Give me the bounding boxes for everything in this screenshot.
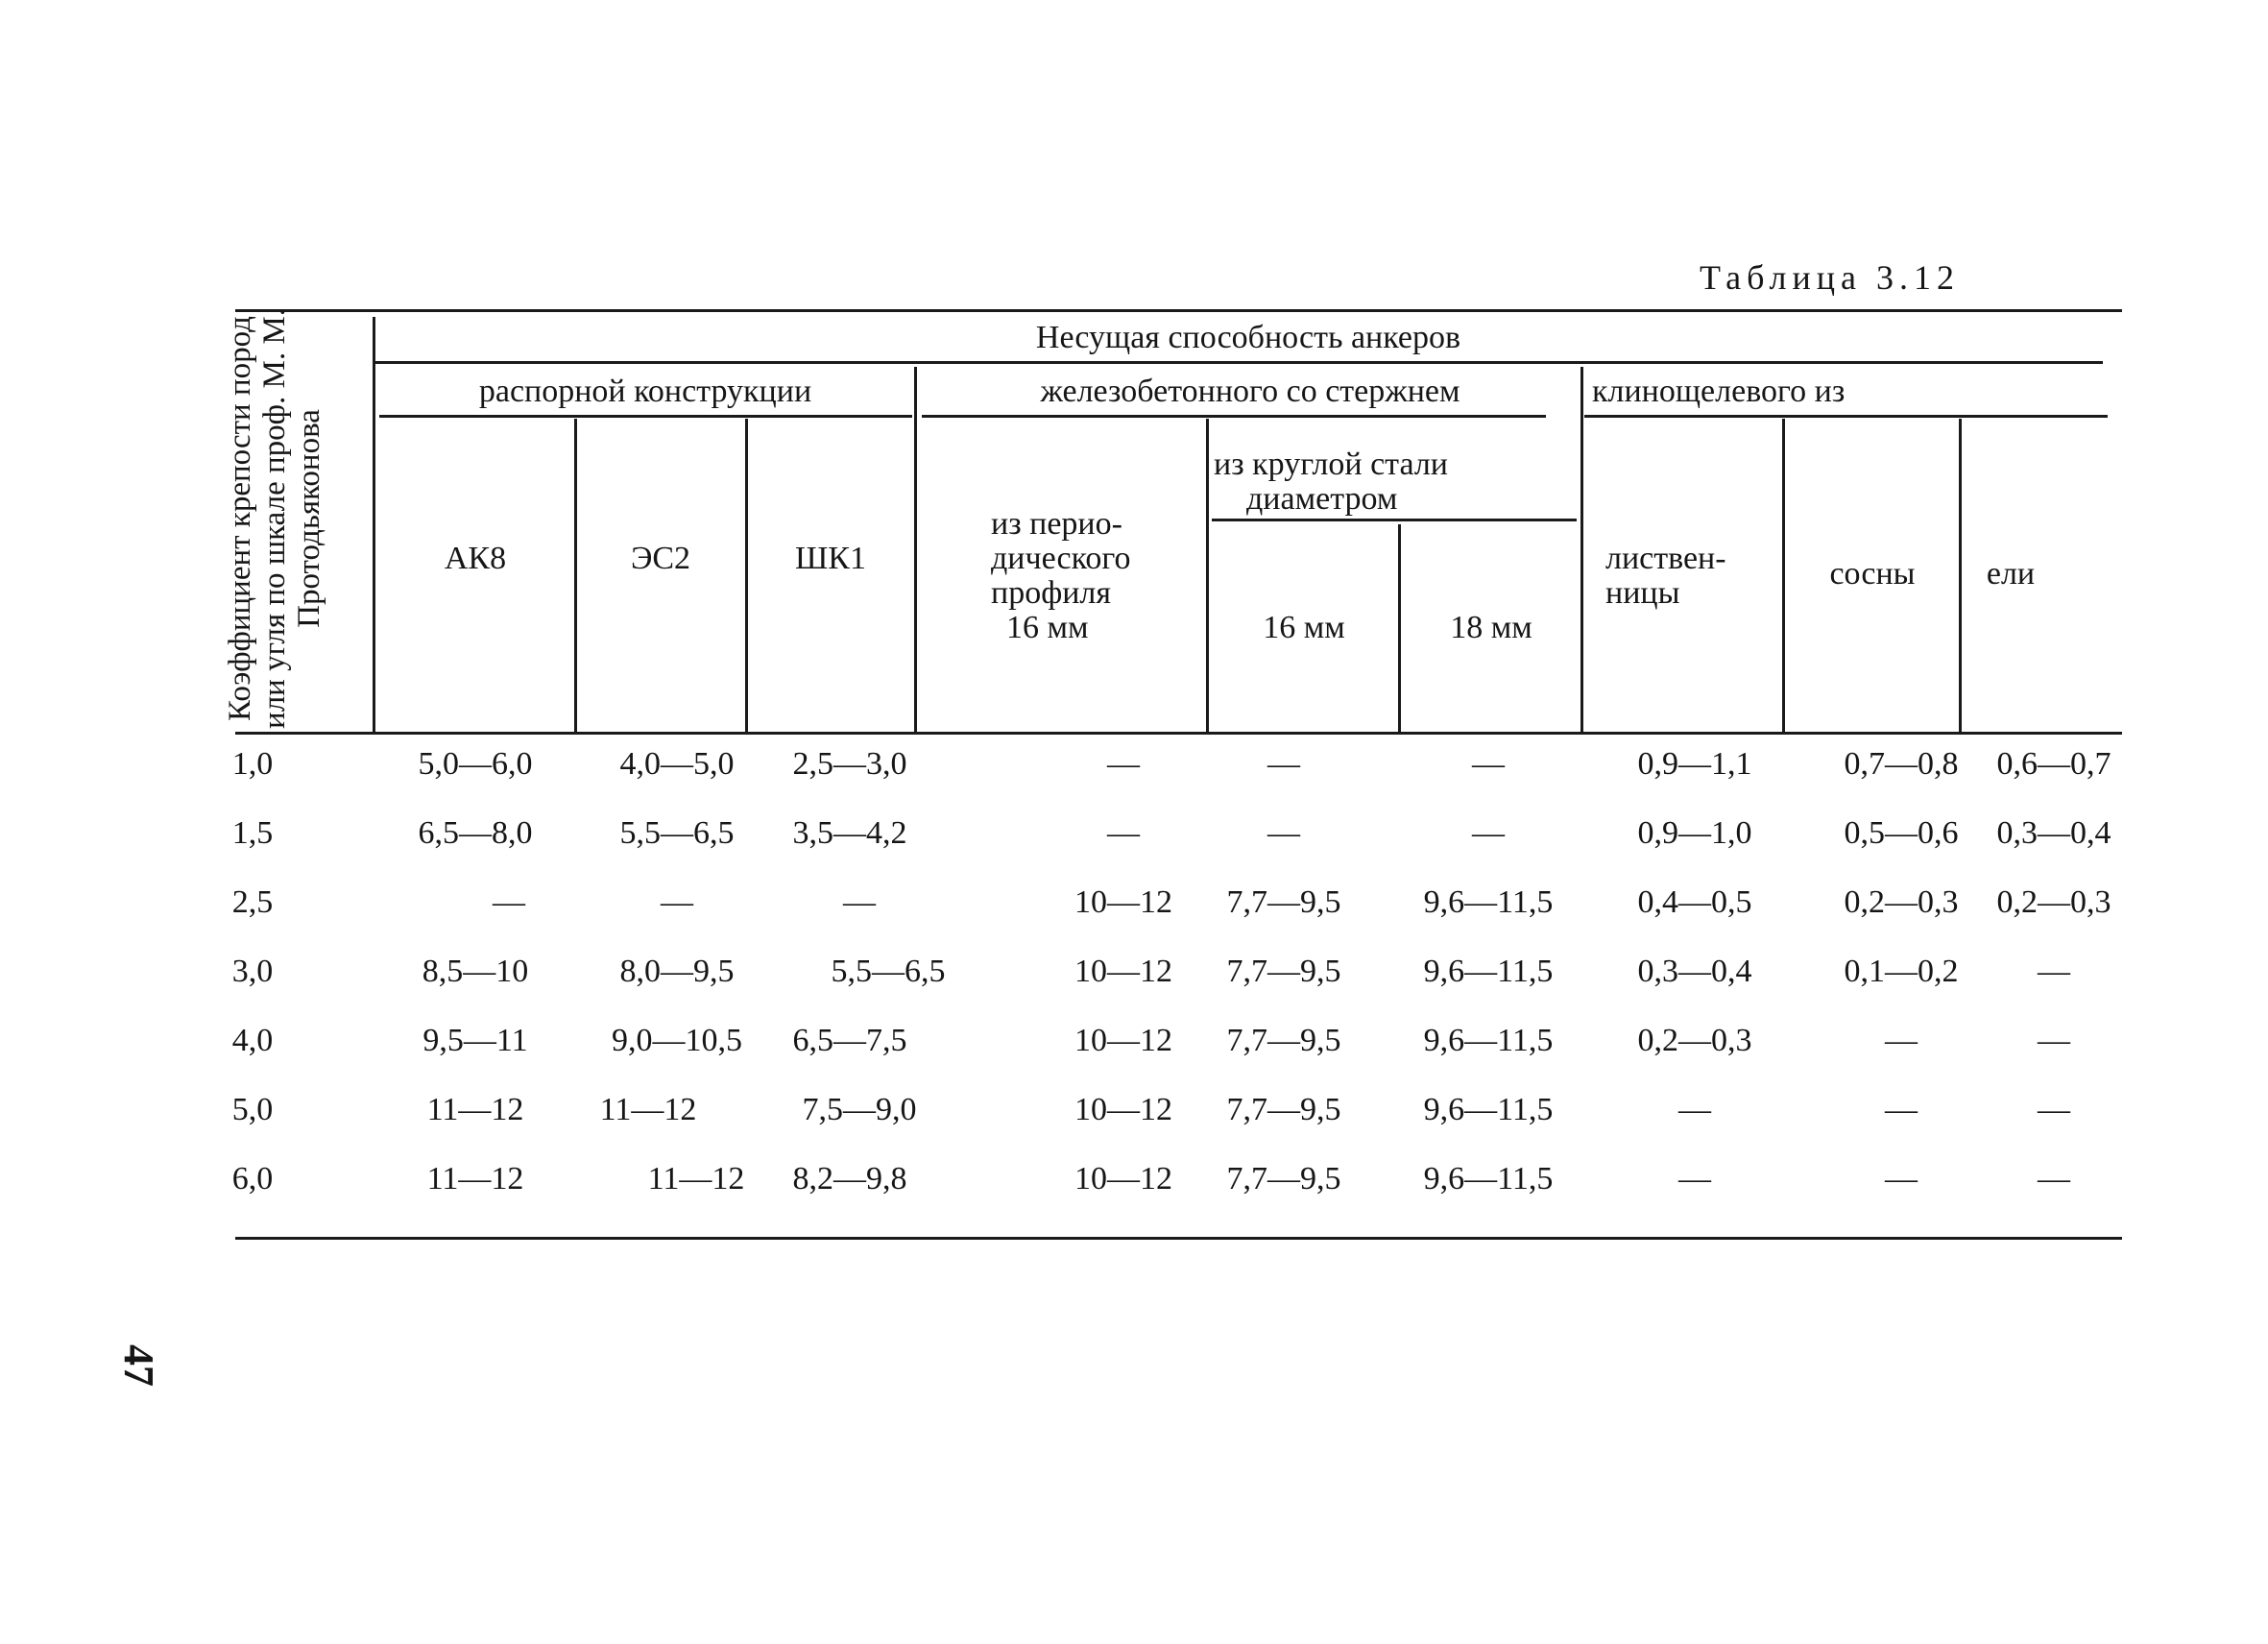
row-6-pine: — bbox=[1885, 1092, 1918, 1127]
col-header-spruce: ели bbox=[1986, 556, 2036, 592]
row-4-18mm: 9,6—11,5 bbox=[1423, 954, 1554, 989]
row-6-coefficient: 5,0 bbox=[231, 1092, 274, 1127]
row-1-shk1: 2,5—3,0 bbox=[792, 746, 907, 782]
row-1-18mm: — bbox=[1472, 746, 1505, 782]
col-header-18mm: 18 мм bbox=[1450, 610, 1532, 645]
row-1-es2: 4,0—5,0 bbox=[619, 746, 735, 782]
row-7-ak8: 11—12 bbox=[426, 1161, 524, 1197]
spacer-group-rule bbox=[379, 415, 912, 418]
divider-16-18 bbox=[1398, 524, 1401, 732]
col-header-larch-line2: ницы bbox=[1605, 575, 1680, 611]
row-4-pine: 0,1—0,2 bbox=[1844, 954, 1959, 989]
col-header-pine: сосны bbox=[1829, 556, 1916, 592]
row-1-16mm: — bbox=[1267, 746, 1300, 782]
row-3-periodic: 10—12 bbox=[1074, 884, 1172, 920]
col-header-es2: ЭС2 bbox=[630, 541, 691, 576]
row-4-coefficient: 3,0 bbox=[231, 954, 274, 989]
divider-spacer-rebar bbox=[914, 367, 917, 732]
row-4-es2: 8,0—9,5 bbox=[619, 954, 735, 989]
row-4-shk1: 5,5—6,5 bbox=[831, 954, 946, 989]
row-6-shk1: 7,5—9,0 bbox=[802, 1092, 917, 1127]
table-top-rule bbox=[235, 309, 2122, 312]
row-3-pine: 0,2—0,3 bbox=[1844, 884, 1959, 920]
row-1-pine: 0,7—0,8 bbox=[1844, 746, 1959, 782]
col-header-periodic-line1: из перио- bbox=[991, 506, 1122, 542]
header-bottom-rule bbox=[235, 732, 2122, 735]
row-4-periodic: 10—12 bbox=[1074, 954, 1172, 989]
wedge-group-rule bbox=[1584, 415, 2108, 418]
row-6-16mm: 7,7—9,5 bbox=[1226, 1092, 1341, 1127]
row-3-ak8: — bbox=[493, 884, 525, 920]
row-7-coefficient: 6,0 bbox=[231, 1161, 274, 1197]
row-3-spruce: 0,2—0,3 bbox=[1996, 884, 2111, 920]
group-rebar-label: железобетонного со стержнем bbox=[1040, 374, 1460, 409]
row-5-ak8: 9,5—11 bbox=[422, 1023, 528, 1058]
divider-rebar-wedge bbox=[1580, 367, 1583, 732]
row-2-larch: 0,9—1,0 bbox=[1637, 815, 1752, 851]
col-header-round-steel-line1: из круглой стали bbox=[1214, 447, 1448, 482]
row-7-16mm: 7,7—9,5 bbox=[1226, 1161, 1341, 1197]
row-1-spruce: 0,6—0,7 bbox=[1996, 746, 2111, 782]
group-wedge-label: клинощелевого из bbox=[1592, 374, 1846, 409]
col-header-ak8: АК8 bbox=[444, 541, 507, 576]
row-6-es2: 11—12 bbox=[599, 1092, 697, 1127]
row-2-es2: 5,5—6,5 bbox=[619, 815, 735, 851]
row-2-ak8: 6,5—8,0 bbox=[418, 815, 533, 851]
row-4-16mm: 7,7—9,5 bbox=[1226, 954, 1341, 989]
row-1-larch: 0,9—1,1 bbox=[1637, 746, 1752, 782]
divider-larch-pine bbox=[1782, 419, 1785, 732]
row-2-shk1: 3,5—4,2 bbox=[792, 815, 907, 851]
row-3-18mm: 9,6—11,5 bbox=[1423, 884, 1554, 920]
col-header-periodic-line2: дического bbox=[991, 541, 1131, 576]
row-4-ak8: 8,5—10 bbox=[422, 954, 529, 989]
row-2-16mm: — bbox=[1267, 815, 1300, 851]
col-header-periodic-line3: профиля bbox=[991, 575, 1112, 611]
row-6-periodic: 10—12 bbox=[1074, 1092, 1172, 1127]
row-6-larch: — bbox=[1678, 1092, 1711, 1127]
row-2-coefficient: 1,5 bbox=[231, 815, 274, 851]
row-5-es2: 9,0—10,5 bbox=[612, 1023, 742, 1058]
row-5-pine: — bbox=[1885, 1023, 1918, 1058]
stub-header: Коэффициент крепости пород или угля по шкале проф. М. М. Протодьяконова bbox=[223, 308, 326, 729]
rebar-group-rule bbox=[922, 415, 1546, 418]
row-3-shk1: — bbox=[843, 884, 876, 920]
row-7-pine: — bbox=[1885, 1161, 1918, 1197]
row-1-coefficient: 1,0 bbox=[231, 746, 274, 782]
row-3-coefficient: 2,5 bbox=[231, 884, 274, 920]
row-2-18mm: — bbox=[1472, 815, 1505, 851]
row-1-periodic: — bbox=[1107, 746, 1140, 782]
row-5-shk1: 6,5—7,5 bbox=[792, 1023, 907, 1058]
row-2-periodic: — bbox=[1107, 815, 1140, 851]
col-header-larch-line1: листвен- bbox=[1605, 541, 1726, 576]
row-5-16mm: 7,7—9,5 bbox=[1226, 1023, 1341, 1058]
row-3-16mm: 7,7—9,5 bbox=[1226, 884, 1341, 920]
round-steel-rule bbox=[1212, 519, 1577, 521]
header-main: Несущая способность анкеров bbox=[1035, 320, 1461, 355]
main-header-rule bbox=[374, 361, 2103, 364]
table-bottom-rule bbox=[235, 1237, 2122, 1240]
divider-periodic-round bbox=[1206, 419, 1209, 732]
row-4-larch: 0,3—0,4 bbox=[1637, 954, 1752, 989]
col-header-shk1: ШК1 bbox=[795, 541, 866, 576]
group-spacer-label: распорной конструкции bbox=[478, 374, 812, 409]
row-2-pine: 0,5—0,6 bbox=[1844, 815, 1959, 851]
row-5-coefficient: 4,0 bbox=[231, 1023, 274, 1058]
row-3-larch: 0,4—0,5 bbox=[1637, 884, 1752, 920]
row-5-larch: 0,2—0,3 bbox=[1637, 1023, 1752, 1058]
row-1-ak8: 5,0—6,0 bbox=[418, 746, 533, 782]
col-header-16mm: 16 мм bbox=[1263, 610, 1345, 645]
row-7-periodic: 10—12 bbox=[1074, 1161, 1172, 1197]
row-4-spruce: — bbox=[2038, 954, 2070, 989]
divider-pine-spruce bbox=[1959, 419, 1962, 732]
table-caption: Таблица 3.12 bbox=[1700, 258, 1960, 297]
row-5-18mm: 9,6—11,5 bbox=[1423, 1023, 1554, 1058]
row-7-spruce: — bbox=[2038, 1161, 2070, 1197]
row-7-18mm: 9,6—11,5 bbox=[1423, 1161, 1554, 1197]
row-2-spruce: 0,3—0,4 bbox=[1996, 815, 2111, 851]
row-6-ak8: 11—12 bbox=[426, 1092, 524, 1127]
row-5-periodic: 10—12 bbox=[1074, 1023, 1172, 1058]
col-header-periodic-line4: 16 мм bbox=[1006, 610, 1089, 645]
row-6-spruce: — bbox=[2038, 1092, 2070, 1127]
row-7-larch: — bbox=[1678, 1161, 1711, 1197]
row-3-es2: — bbox=[661, 884, 693, 920]
row-6-18mm: 9,6—11,5 bbox=[1423, 1092, 1554, 1127]
col-header-round-steel-line2: диаметром bbox=[1246, 481, 1398, 517]
stub-divider bbox=[373, 317, 375, 732]
page-number: 47 bbox=[115, 1344, 162, 1387]
row-7-es2: 11—12 bbox=[647, 1161, 745, 1197]
row-7-shk1: 8,2—9,8 bbox=[792, 1161, 907, 1197]
row-5-spruce: — bbox=[2038, 1023, 2070, 1058]
